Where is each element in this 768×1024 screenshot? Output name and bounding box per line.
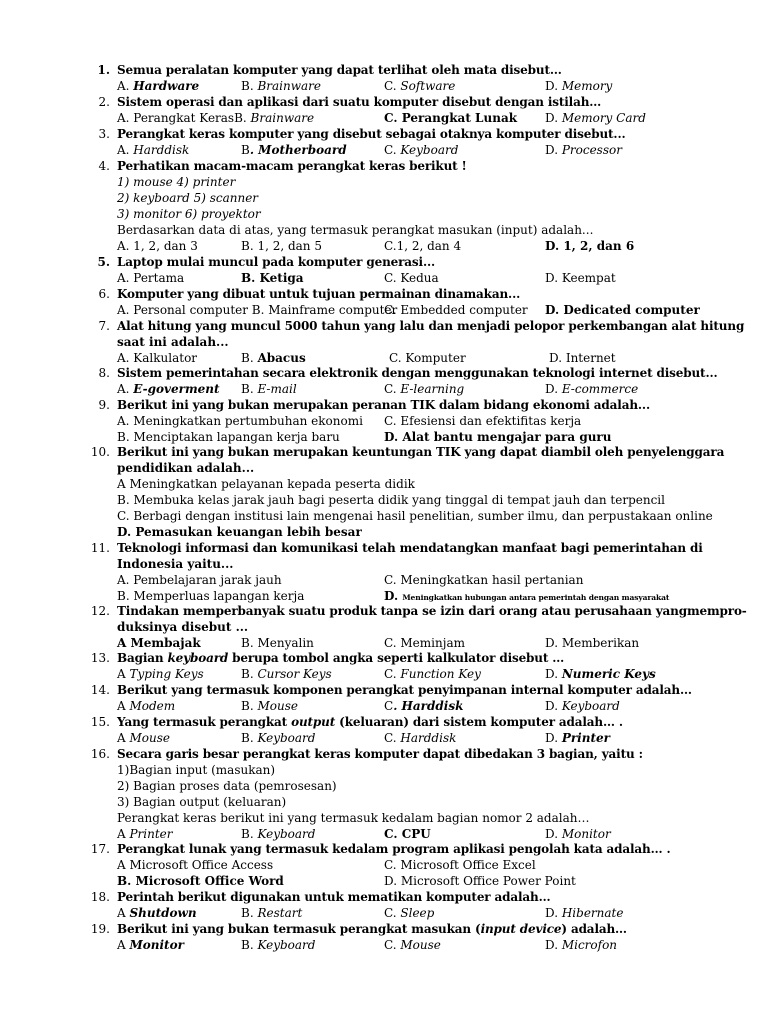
text-run: A. Meningkatkan pertumbuhan ekonomi: [117, 414, 363, 428]
text-run: Shutdown: [129, 906, 197, 920]
text-run: A. Kalkulator: [117, 351, 198, 365]
question-number: 9.: [98, 398, 110, 412]
answer-option: [117, 937, 184, 953]
text-run: B. 1, 2, dan 5: [241, 239, 322, 253]
text-run: C.: [384, 667, 401, 681]
text-run: Meningkatkan hubungan antara pemerintah dengan masyarakat: [402, 593, 670, 602]
text-run: berupa tombol angka seperti kalkulator disebut …: [228, 651, 565, 665]
text-run: C: [384, 699, 394, 713]
text-run: B.: [241, 79, 258, 93]
text-run: B: [241, 143, 250, 157]
text-run: Mouse: [400, 938, 441, 952]
text-run: D.: [545, 731, 562, 745]
text-run: D.: [545, 667, 562, 681]
answer-option: [384, 666, 481, 682]
text-run: A. Pertama: [117, 271, 185, 285]
answer-option: [545, 270, 616, 286]
question-line: [117, 619, 248, 635]
text-run: A.: [117, 79, 134, 93]
answer-option: [117, 78, 199, 94]
text-run: Berikut ini yang bukan termasuk perangkat masukan (: [117, 922, 481, 936]
text-run: B. Menciptakan lapangan kerja baru: [117, 430, 340, 444]
answer-option: [389, 350, 466, 366]
text-run: C. Berbagi dengan institusi lain mengenai hasil penelitian, sumber ilmu, dan perpustakaan online: [117, 509, 713, 523]
answer-option: [384, 110, 517, 126]
answer-option: [117, 270, 184, 286]
text-run: Software: [400, 79, 456, 93]
text-run: A: [117, 938, 130, 952]
question-text: [117, 746, 643, 762]
text-run: A. Personal computer B. Mainframe computer: [117, 303, 398, 317]
question-text: [117, 682, 692, 698]
text-run: C.: [384, 938, 401, 952]
question-text: [117, 921, 627, 937]
text-run: Yang termasuk perangkat: [117, 715, 292, 729]
question-number: 3.: [98, 127, 110, 141]
text-run: pendidikan adalah...: [117, 461, 255, 475]
question-text: [117, 62, 562, 78]
text-run: Cursor Keys: [257, 667, 332, 681]
text-run: Komputer yang dibuat untuk tujuan permainan dinamakan...: [117, 287, 521, 301]
question-text: [117, 94, 601, 110]
question-text: [117, 397, 650, 413]
text-run: A: [117, 906, 130, 920]
text-run: A.: [117, 143, 134, 157]
text-run: . Harddisk: [393, 699, 464, 713]
text-run: D.: [545, 699, 562, 713]
text-run: Printer: [561, 731, 610, 745]
answer-option: [117, 826, 173, 842]
answer-option: [545, 78, 612, 94]
question-line: [117, 492, 665, 508]
text-run: D. Pemasukan keuangan lebih besar: [117, 525, 362, 539]
question-line: [117, 206, 261, 222]
question-number: 12.: [90, 604, 110, 618]
question-number: 18.: [90, 890, 110, 904]
question-line: [117, 794, 286, 810]
text-run: B.: [241, 938, 258, 952]
question-number: 1.: [97, 63, 110, 77]
text-run: A: [117, 699, 130, 713]
answer-option: [384, 873, 576, 889]
text-run: 2) Bagian proses data (pemrosesan): [117, 779, 337, 793]
answer-option: [384, 905, 434, 921]
answer-option: [545, 142, 622, 158]
question-line: [117, 762, 275, 778]
answer-option: [241, 238, 322, 254]
text-run: Semua peralatan komputer yang dapat terlihat oleh mata disebut…: [117, 63, 562, 77]
text-run: B. Menyalin: [241, 636, 314, 650]
text-run: D. Alat bantu mengajar para guru: [384, 430, 612, 444]
text-run: Mouse: [257, 699, 298, 713]
text-run: Typing Keys: [129, 667, 204, 681]
question-line: [117, 778, 337, 794]
text-run: C. Perangkat Lunak: [384, 111, 518, 125]
text-run: 3) Bagian output (keluaran): [117, 795, 287, 809]
question-line: [117, 190, 258, 206]
answer-option: [117, 588, 304, 604]
text-run: A. 1, 2, dan 3: [117, 239, 198, 253]
answer-option: [545, 238, 634, 254]
answer-option: [117, 857, 273, 873]
text-run: saat ini adalah...: [117, 335, 229, 349]
question-line: [117, 476, 415, 492]
text-run: A: [117, 667, 130, 681]
question-number: 2.: [98, 95, 110, 109]
text-run: D. Memberikan: [545, 636, 640, 650]
answer-option: [384, 857, 536, 873]
text-run: Perhatikan macam-macam perangkat keras berikut !: [117, 159, 467, 173]
question-line: [117, 174, 235, 190]
text-run: Brainware: [250, 111, 315, 125]
question-number: 6.: [98, 287, 110, 301]
text-run: Hardware: [133, 79, 200, 93]
text-run: Numeric Keys: [561, 667, 656, 681]
text-run: Sistem pemerintahan secara elektronik dengan menggunakan teknologi internet disebut...: [117, 366, 718, 380]
text-run: A.: [117, 382, 134, 396]
text-run: A. Pembelajaran jarak jauh: [117, 573, 282, 587]
text-run: Teknologi informasi dan komunikasi telah mendatangkan manfaat bagi pemerintahan di: [117, 541, 703, 555]
text-run: Tindakan memperbanyak suatu produk tanpa se izin dari orang atau perusahaan yangmempro-: [117, 604, 747, 618]
text-run: 3) monitor 6) proyektor: [117, 207, 261, 221]
text-run: E-goverment: [133, 382, 220, 396]
question-text: [117, 126, 626, 142]
text-run: C. CPU: [384, 827, 431, 841]
answer-option: [384, 588, 669, 604]
text-run: A. Perangkat KerasB.: [117, 111, 251, 125]
text-run: D.: [384, 589, 403, 603]
question-line: [117, 556, 233, 572]
text-run: C. Embedded computer: [384, 303, 528, 317]
answer-option: [384, 238, 461, 254]
text-run: E-learning: [400, 382, 465, 396]
text-run: D.: [545, 111, 562, 125]
answer-option: [545, 302, 700, 318]
text-run: Sistem operasi dan aplikasi dari suatu komputer disebut dengan istilah…: [117, 95, 602, 109]
text-run: Restart: [257, 906, 303, 920]
text-run: Harddisk: [133, 143, 190, 157]
answer-option: [384, 698, 463, 714]
question-number: 4.: [98, 159, 110, 173]
text-run: input device: [480, 922, 562, 936]
answer-option: [241, 635, 314, 651]
question-text: [117, 365, 718, 381]
text-run: Mouse: [129, 731, 170, 745]
text-run: A Meningkatkan pelayanan kepada peserta didik: [117, 477, 415, 491]
text-run: Printer: [129, 827, 173, 841]
text-run: Keyboard: [257, 938, 316, 952]
text-run: Memory Card: [561, 111, 646, 125]
text-run: C. Meningkatkan hasil pertanian: [384, 573, 584, 587]
answer-option: [117, 302, 397, 318]
answer-option: [384, 635, 465, 651]
text-run: C.: [384, 906, 401, 920]
answer-option: [117, 730, 170, 746]
answer-option: [384, 78, 455, 94]
text-run: C.: [384, 79, 401, 93]
text-run: B.: [241, 699, 258, 713]
text-run: B. Ketiga: [241, 271, 304, 285]
answer-option: [545, 730, 610, 746]
text-run: C. Komputer: [389, 351, 466, 365]
text-run: D.: [545, 79, 562, 93]
answer-option: [545, 937, 617, 953]
answer-option: [545, 666, 656, 682]
answer-option: [241, 937, 315, 953]
text-run: duksinya disebut ...: [117, 620, 249, 634]
text-run: Perangkat lunak yang termasuk kedalam program aplikasi pengolah kata adalah… .: [117, 842, 671, 856]
text-run: A Microsoft Office Access: [117, 858, 274, 872]
answer-option: [117, 698, 175, 714]
answer-option: [241, 826, 315, 842]
text-run: E-mail: [257, 382, 297, 396]
text-run: Perintah berikut digunakan untuk mematikan komputer adalah…: [117, 890, 551, 904]
text-run: Berdasarkan data di atas, yang termasuk perangkat masukan (input) adalah...: [117, 223, 594, 237]
answer-option: [117, 110, 314, 126]
question-number: 7.: [98, 319, 110, 333]
text-run: C. Meminjam: [384, 636, 465, 650]
text-run: B. Microsoft Office Word: [117, 874, 284, 888]
answer-option: [545, 381, 638, 397]
question-number: 8.: [98, 366, 110, 380]
text-run: D. Internet: [549, 351, 616, 365]
text-run: B.: [241, 827, 258, 841]
text-run: Perangkat keras komputer yang disebut sebagai otaknya komputer disebut...: [117, 127, 626, 141]
answer-option: [241, 142, 347, 158]
question-number: 19.: [90, 922, 110, 936]
text-run: Abacus: [257, 351, 306, 365]
text-run: Laptop mulai muncul pada komputer generasi...: [117, 255, 436, 269]
answer-option: [384, 413, 581, 429]
text-run: B.: [241, 351, 258, 365]
answer-option: [117, 429, 340, 445]
text-run: 1) mouse 4) printer: [117, 175, 236, 189]
answer-option: [545, 826, 611, 842]
answer-option: [545, 698, 620, 714]
text-run: 2) keyboard 5) scanner: [117, 191, 259, 205]
question-text: [117, 318, 744, 334]
text-run: D. Dedicated computer: [545, 303, 700, 317]
text-run: Memory: [561, 79, 613, 93]
text-run: D.: [545, 906, 562, 920]
text-run: D.: [545, 382, 562, 396]
text-run: Berikut ini yang bukan merupakan keuntungan TIK yang dapat diambil oleh penyelenggara: [117, 445, 725, 459]
text-run: Berikut ini yang bukan merupakan peranan TIK dalam bidang ekonomi adalah...: [117, 398, 650, 412]
text-run: C.: [384, 382, 401, 396]
text-run: . Motherboard: [249, 143, 347, 157]
question-text: [117, 603, 747, 619]
text-run: Indonesia yaitu...: [117, 557, 234, 571]
text-run: output: [291, 715, 336, 729]
text-run: Processor: [561, 143, 622, 157]
question-text: [117, 650, 564, 666]
text-run: B.: [241, 906, 258, 920]
text-run: A: [117, 731, 130, 745]
question-line: [117, 222, 593, 238]
answer-option: [117, 873, 284, 889]
text-run: Hibernate: [561, 906, 624, 920]
text-run: Alat hitung yang muncul 5000 tahun yang lalu dan menjadi pelopor perkembangan alat hitung: [117, 319, 745, 333]
question-line: [117, 524, 362, 540]
text-run: D. 1, 2, dan 6: [545, 239, 635, 253]
answer-option: [117, 350, 197, 366]
text-run: C.: [384, 143, 401, 157]
question-number: 14.: [90, 683, 110, 697]
question-number: 11.: [90, 541, 110, 555]
text-run: Microfon: [561, 938, 618, 952]
text-run: A Membajak: [117, 636, 201, 650]
answer-option: [545, 905, 623, 921]
text-run: Secara garis besar perangkat keras komputer dapat dibedakan 3 bagian, yaitu :: [117, 747, 643, 761]
question-line: [117, 810, 590, 826]
text-run: D.: [545, 143, 562, 157]
text-run: Modem: [129, 699, 176, 713]
question-line: [117, 508, 713, 524]
text-run: Monitor: [561, 827, 611, 841]
answer-option: [117, 666, 204, 682]
answer-option: [384, 826, 431, 842]
text-run: Bagian: [117, 651, 168, 665]
text-run: Sleep: [400, 906, 435, 920]
text-run: ) adalah…: [561, 922, 627, 936]
answer-option: [241, 666, 332, 682]
answer-option: [241, 730, 315, 746]
text-run: Perangkat keras berikut ini yang termasuk kedalam bagian nomor 2 adalah…: [117, 811, 590, 825]
text-run: Keyboard: [257, 731, 316, 745]
text-run: C.: [384, 731, 401, 745]
answer-option: [384, 270, 439, 286]
question-text: [117, 286, 520, 302]
text-run: B.: [241, 382, 258, 396]
text-run: B. Membuka kelas jarak jauh bagi peserta didik yang tinggal di tempat jauh dan terpencil: [117, 493, 665, 507]
text-run: D.: [545, 827, 562, 841]
text-run: C. Efesiensi dan efektifitas kerja: [384, 414, 582, 428]
text-run: B.: [241, 731, 258, 745]
answer-option: [117, 238, 198, 254]
text-run: E-commerce: [561, 382, 639, 396]
answer-option: [241, 381, 297, 397]
answer-option: [384, 302, 528, 318]
text-run: C. Microsoft Office Excel: [384, 858, 536, 872]
answer-option: [545, 110, 646, 126]
text-run: B. Memperluas lapangan kerja: [117, 589, 305, 603]
text-run: Keyboard: [400, 143, 459, 157]
text-run: Brainware: [257, 79, 321, 93]
answer-option: [384, 730, 456, 746]
text-run: Keyboard: [561, 699, 620, 713]
question-number: 15.: [90, 715, 110, 729]
answer-option: [117, 572, 282, 588]
answer-option: [241, 270, 304, 286]
text-run: Keyboard: [257, 827, 316, 841]
answer-option: [117, 381, 220, 397]
text-run: Harddisk: [400, 731, 457, 745]
text-run: D. Microsoft Office Power Point: [384, 874, 576, 888]
answer-option: [384, 381, 464, 397]
text-run: 1)Bagian input (masukan): [117, 763, 276, 777]
question-number: 10.: [90, 445, 110, 459]
question-text: [117, 540, 703, 556]
question-number: 5.: [97, 255, 110, 269]
answer-option: [117, 635, 201, 651]
answer-option: [545, 635, 639, 651]
answer-option: [384, 142, 458, 158]
text-run: C. Kedua: [384, 271, 439, 285]
text-run: D.: [545, 938, 562, 952]
text-run: Monitor: [129, 938, 184, 952]
text-run: keyboard: [167, 651, 229, 665]
answer-option: [117, 413, 363, 429]
question-number: 16.: [90, 747, 110, 761]
question-text: [117, 158, 467, 174]
answer-option: [241, 78, 321, 94]
text-run: B.: [241, 667, 258, 681]
answer-option: [241, 350, 306, 366]
question-line: [117, 460, 254, 476]
answer-option: [384, 937, 441, 953]
question-number: 13.: [90, 651, 110, 665]
question-number: 17.: [90, 842, 110, 856]
question-text: [117, 841, 671, 857]
question-line: [117, 334, 229, 350]
text-run: D. Keempat: [545, 271, 616, 285]
text-run: C.1, 2, dan 4: [384, 239, 462, 253]
answer-option: [241, 905, 302, 921]
question-text: [117, 254, 435, 270]
question-text: [117, 889, 550, 905]
text-run: (keluaran) dari sistem komputer adalah… .: [335, 715, 623, 729]
text-run: A: [117, 827, 130, 841]
text-run: Function Key: [400, 667, 481, 681]
question-text: [117, 444, 724, 460]
answer-option: [384, 572, 583, 588]
answer-option: [241, 698, 298, 714]
answer-option: [117, 905, 197, 921]
answer-option: [117, 142, 189, 158]
answer-option: [384, 429, 611, 445]
text-run: Berikut yang termasuk komponen perangkat penyimpanan internal komputer adalah…: [117, 683, 692, 697]
question-text: [117, 714, 623, 730]
answer-option: [549, 350, 616, 366]
